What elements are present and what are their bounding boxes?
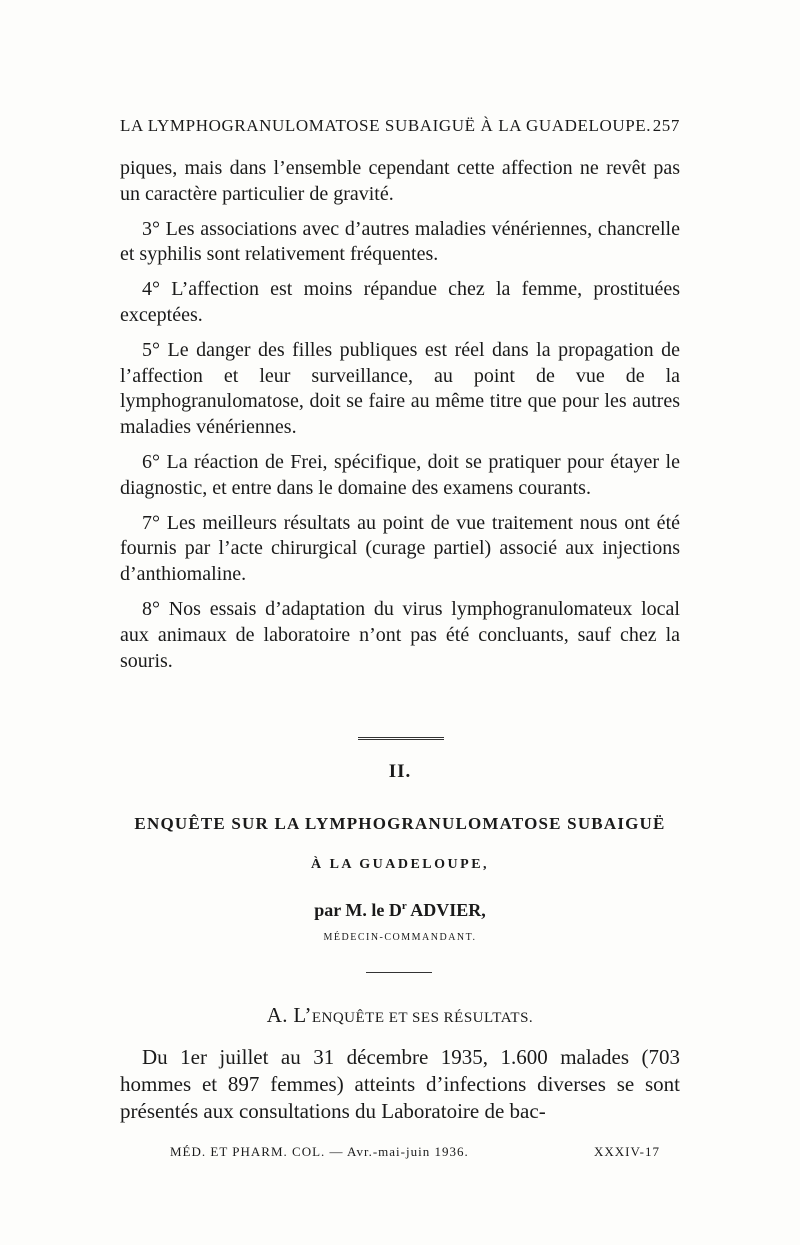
paragraph-item-5: 5° Le danger des filles publiques est réel dans la propagation de l’affection et leur surveillance, au point de vue de la lymphogranulomatose, doit se faire au même titre que pour les autres maladies vénériennes. [120, 338, 680, 439]
subsection-letter: A. L’ [266, 1003, 312, 1027]
section-title-line2: À LA GUADELOUPE, [310, 857, 490, 872]
page-footer [170, 1144, 660, 1160]
paragraph-item-6: 6° La réaction de Frei, spécifique, doit se pratiquer pour étayer le diagnostic, et entre dans le domaine des examens courants. [120, 450, 680, 499]
page-number: 257 [652, 116, 680, 135]
section-number: II. [388, 761, 412, 782]
section-divider [358, 737, 444, 740]
body-text [120, 156, 680, 683]
paragraph-item-8: 8° Nos essais d’adaptation du virus lymphogranulomateux local aux animaux de laboratoire n’ont pas été concluants, sauf chez la souris. [120, 597, 680, 672]
author-name: ADVIER, [410, 900, 486, 920]
author-title-sup: r [401, 900, 407, 912]
subsection-title-text: ENQUÊTE ET SES RÉSULTATS. [311, 1010, 534, 1026]
author-rank: MÉDECIN-COMMANDANT. [323, 932, 477, 943]
paragraph-continuation: piques, mais dans l’ensemble cependant cette affection ne revêt pas un caractère particulier de gravité. [120, 157, 680, 205]
paragraph-consultations: Du 1er juillet au 31 décembre 1935, 1.600 malades (703 hommes et 897 femmes) atteints d’infections diverses se sont présentés aux consultations du Laboratoire de bac- [120, 1045, 680, 1123]
section-title-line1: ENQUÊTE SUR LA LYMPHOGRANULOMATOSE SUBAIGUË [134, 814, 666, 833]
paragraph-item-7: 7° Les meilleurs résultats au point de vue traitement nous ont été fournis par l’acte chirurgical (curage partiel) associé aux injections d’anthiomaline. [120, 511, 680, 586]
author-line [120, 900, 680, 921]
short-divider [366, 972, 432, 973]
paragraph-item-3: 3° Les associations avec d’autres maladies vénériennes, chancrelle et syphilis sont relativement fréquentes. [120, 217, 680, 266]
footer-journal: MÉD. ET PHARM. COL. — Avr.-mai-juin 1936. [170, 1144, 469, 1159]
footer-signature: XXXIV-17 [593, 1144, 660, 1159]
running-head-title: LA LYMPHOGRANULOMATOSE SUBAIGUË À LA GUADELOUPE. [120, 116, 652, 135]
author-prefix: par M. le D [314, 900, 402, 920]
subsection-title [120, 1003, 680, 1028]
running-head [120, 116, 680, 136]
paragraph-item-4: 4° L’affection est moins répandue chez la femme, prostituées exceptées. [120, 278, 680, 326]
